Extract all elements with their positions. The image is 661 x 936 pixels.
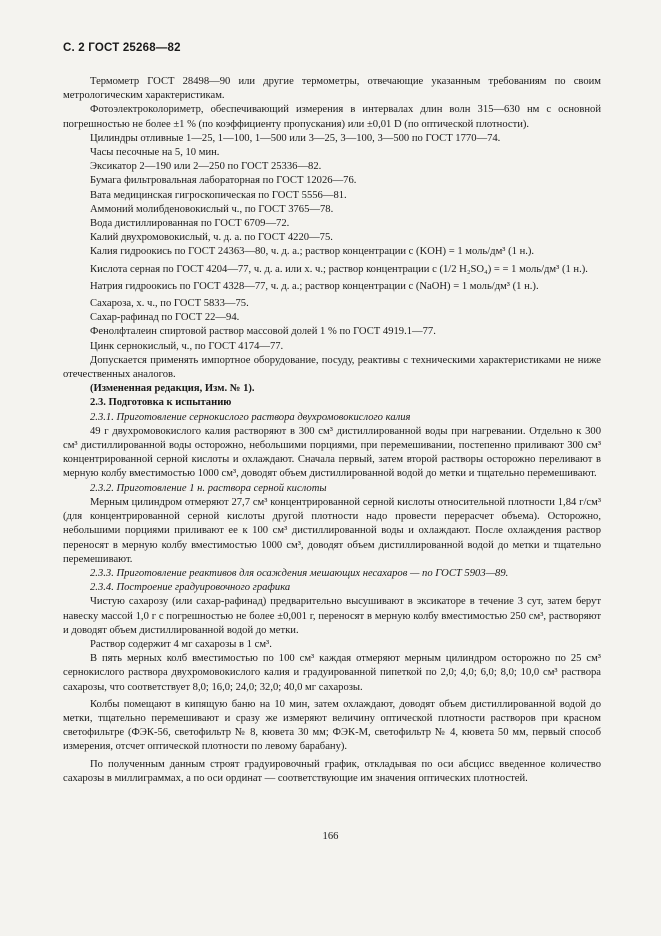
- page-header: С. 2 ГОСТ 25268—82: [63, 42, 181, 54]
- paragraph: Вода дистиллированная по ГОСТ 6709—72.: [90, 218, 290, 230]
- paragraph: По полученным данным строят градуировочный график, откладывая по оси абсцисс введенное количество сахарозы в миллиграммах, а по оси ординат — соответствующие им значения оптических плотностей.: [63, 758, 601, 784]
- paragraph: Бумага фильтровальная лабораторная по ГОСТ 12026—76.: [90, 175, 357, 187]
- paragraph: Раствор содержит 4 мг сахарозы в 1 см³.: [90, 638, 272, 650]
- paragraph: Допускается применять импортное оборудование, посуду, реактивы с техническими характеристиками не ниже отечественных аналогов.: [63, 354, 601, 381]
- paragraph: Фотоэлектроколориметр, обеспечивающий измерения в интервалах длин волн 315—630 нм с основной погрешностью не более ±1 % (по коэффициенту пропускания) или ±0,01 D (по оптической плотности).: [63, 104, 601, 130]
- section-heading: 2.3. Подготовка к испытанию: [90, 397, 232, 409]
- paragraph: Термометр ГОСТ 28498—90 или другие термометры, отвечающие указанным требованиям по своим метрологическим характеристикам.: [63, 76, 601, 102]
- paragraph: Мерным цилиндром отмеряют 27,7 см³ концентрированной серной кислоты относительной плотности 1,84 г/см³ (для концентрированной серной кислоты другой плотности надо провести перерасчет объема). Осторожно, небольшими порциями приливают ее к 100 см³ дистиллированной воды и охлаждают. После охлаждения раствор переносят в мерную колбу вместимостью 1000 см³, доводят объем дистиллированной водой до метки и тщательно перемешивают.: [63, 496, 601, 565]
- paragraph: Чистую сахарозу (или сахар-рафинад) предварительно высушивают в эксикаторе в течение 3 сут, затем берут навеску массой 1,0 г с погрешностью не более ±0,001 г, переносят в мерную колбу вместимостью 250 см³, растворяют и доводят объем дистиллированной водой до метки.: [63, 596, 601, 636]
- paragraph: В пять мерных колб вместимостью по 100 см³ каждая отмеряют мерным цилиндром осторожно по 25 см³ сернокислого раствора двухромовокислого калия и градуированной пипеткой по 2,0; 4,0; 6,0; 8,0; 10,0 см³ раствора сахарозы, что соответствует 8,0; 16,0; 24,0; 32,0; 40,0 мг сахарозы.: [63, 653, 601, 693]
- paragraph: Цинк сернокислый, ч., по ГОСТ 4174—77.: [90, 340, 284, 352]
- paragraph: Фенолфталеин спиртовой раствор массовой долей 1 % по ГОСТ 4919.1—77.: [90, 326, 436, 338]
- paragraph: Кислота серная по ГОСТ 4204—77, ч. д. а. или х. ч.; раствор концентрации c (1/2 H₂SO₄) = = 1 моль/дм³ (1 н.).: [90, 263, 588, 275]
- paragraph: 49 г двухромовокислого калия растворяют в 300 см³ дистиллированной воды при нагревании. Отдельно к 300 см³ дистиллированной воды осторожно, небольшими порциями, при перемешивании, постепенно приливают 300 см³ концентрированной серной кислоты и охлаждают. Сначала первый, затем второй растворы осторожно переливают в мерную колбу вместимостью 1000 см³, доводят объем дистиллированной водой до метки и тщательно перемешивают.: [63, 425, 601, 480]
- subsection-heading: 2.3.3. Приготовление реактивов для осаждения мешающих несахаров — по ГОСТ 5903—89.: [90, 567, 509, 579]
- subsection-heading: 2.3.1. Приготовление сернокислого раствора двухромовокислого калия: [90, 411, 411, 423]
- page-number: 166: [322, 831, 339, 842]
- page-body: [63, 75, 601, 786]
- paragraph: Аммоний молибденовокислый ч., по ГОСТ 3765—78.: [90, 203, 334, 215]
- paragraph: Колбы помещают в кипящую баню на 10 мин, затем охлаждают, доводят объем дистиллированной водой до метки, тщательно перемешивают и сразу же измеряют величину оптической плотности растворов при красном светофильтре (ФЭК-56, светофильтр № 8, кювета 30 мм; ФЭК-М, светофильтр № 4, кювета 50 мм, первый способ измерения, отсчет оптической плотности по левому барабану).: [63, 698, 601, 753]
- paragraph: Эксикатор 2—190 или 2—250 по ГОСТ 25336—82.: [90, 161, 322, 173]
- amendment-note: (Измененная редакция, Изм. № 1).: [90, 383, 255, 395]
- paragraph: Вата медицинская гигроскопическая по ГОСТ 5556—81.: [90, 189, 347, 201]
- subsection-heading: 2.3.4. Построение градуировочного графика: [90, 582, 291, 594]
- paragraph: Сахароза, х. ч., по ГОСТ 5833—75.: [90, 298, 249, 310]
- paragraph: Цилиндры отливные 1—25, 1—100, 1—500 или 3—25, 3—100, 3—500 по ГОСТ 1770—74.: [90, 132, 501, 144]
- paragraph: Натрия гидроокись по ГОСТ 4328—77, ч. д. а.; раствор концентрации c (NaOH) = 1 моль/дм³ (1 н.).: [90, 280, 539, 292]
- paragraph: Часы песочные на 5, 10 мин.: [90, 147, 220, 159]
- paragraph: Калий двухромовокислый, ч. д. а. по ГОСТ 4220—75.: [90, 232, 333, 244]
- subsection-heading: 2.3.2. Приготовление 1 н. раствора серной кислоты: [90, 482, 327, 494]
- paragraph: Сахар-рафинад по ГОСТ 22—94.: [90, 312, 240, 324]
- paragraph: Калия гидроокись по ГОСТ 24363—80, ч. д. а.; раствор концентрации c (KOH) = 1 моль/дм³ (1 н.).: [90, 246, 535, 258]
